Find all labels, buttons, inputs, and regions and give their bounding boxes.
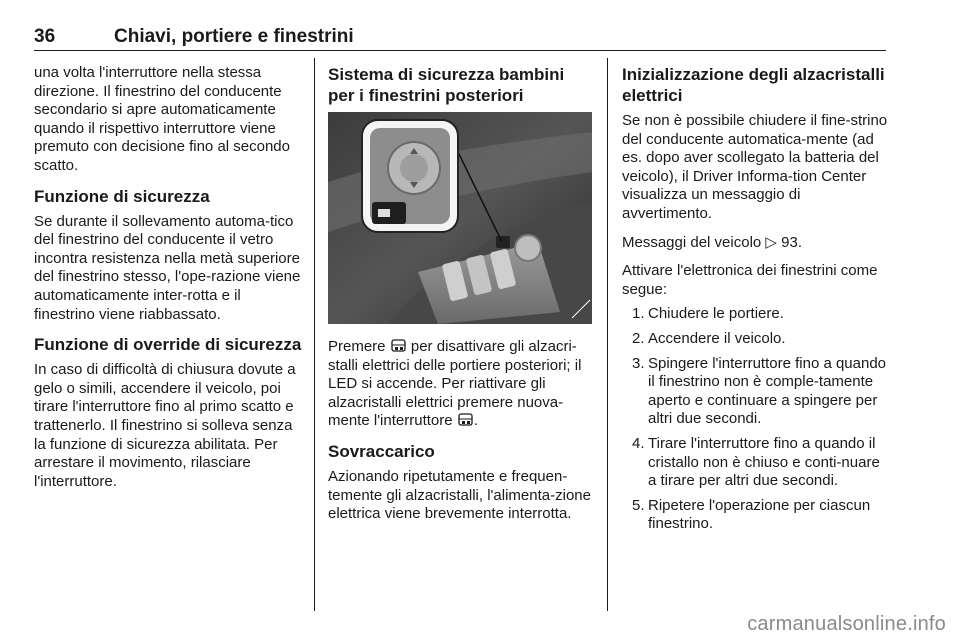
child-lock-window-icon-2 bbox=[458, 413, 473, 426]
column-3 bbox=[622, 64, 888, 540]
column-1 bbox=[34, 64, 302, 501]
chapter-title: Chiavi, portiere e finestrini bbox=[114, 26, 354, 47]
init-heading: Inizializzazione degli alzacristalli elettrici bbox=[622, 65, 885, 105]
intro-paragraph: una volta l'interruttore nella stessa direzione. Il finestrino del conducente secondario si apre automaticamente quando il rispettivo interruttore viene premuto con decisione fino al secondo scatto. bbox=[34, 64, 290, 174]
column-divider-1 bbox=[314, 58, 315, 611]
init-paragraph: Se non è possibile chiudere il fine-strino del conducente automatica-mente (ad es. dopo aver scollegato la batteria del veicolo), il Driver Informa-tion Center visualizza un messaggio di avvertimento. bbox=[622, 112, 888, 222]
messages-text: Messaggi del veicolo bbox=[622, 233, 762, 251]
step-number: 3. bbox=[632, 354, 645, 372]
page-reference-arrow-icon: ▷ bbox=[765, 233, 777, 251]
list-item bbox=[622, 330, 888, 349]
door-switch-photo bbox=[328, 112, 592, 324]
list-item bbox=[622, 497, 888, 534]
list-item bbox=[622, 435, 888, 491]
step-text: Tirare l'interruttore fino a quando il cristallo non è chiuso e conti-nuare a tirare per altri due secondi. bbox=[648, 434, 880, 490]
messages-reference bbox=[622, 234, 888, 253]
page-number: 36 bbox=[34, 26, 56, 47]
column-divider-2 bbox=[607, 58, 608, 611]
child-lock-text-before: Premere bbox=[328, 338, 386, 355]
step-text: Spingere l'interruttore fino a quando il finestrino non è comple-tamente aperto e continuare a spingere per altri due secondi. bbox=[648, 354, 887, 428]
child-lock-text-mid: per disattivare gli alzacri-stalli elettrici delle portiere posteriori; il LED si accende. Per riattivare gli alzacristalli elettrici premere nuova-mente l'interruttore bbox=[328, 338, 582, 430]
override-paragraph: In caso di difficoltà di chiusura dovute a gelo o simili, accendere il veicolo, poi tirare l'interruttore fino al primo scatto e trattenerlo. Il finestrino si solleva senza la funzione di sicurezza abilitata. Per arrestare il movimento, rilasciare l'interruttore. bbox=[34, 361, 296, 490]
step-text: Chiudere le portiere. bbox=[648, 305, 784, 323]
list-item bbox=[622, 355, 888, 429]
step-text: Ripetere l'operazione per ciascun finestrino. bbox=[648, 496, 871, 533]
step-number: 1. bbox=[632, 305, 645, 323]
overload-heading: Sovraccarico bbox=[328, 441, 435, 461]
activate-paragraph: Attivare l'elettronica dei finestrini come segue: bbox=[622, 262, 878, 298]
step-text: Accendere il veicolo. bbox=[648, 329, 786, 347]
messages-page-ref[interactable]: 93. bbox=[781, 233, 802, 251]
child-lock-window-icon bbox=[391, 339, 406, 352]
list-item bbox=[622, 305, 888, 324]
overload-paragraph: Azionando ripetutamente e frequen-temente gli alzacristalli, l'alimenta-zione elettrica viene brevemente interrotta. bbox=[328, 467, 591, 523]
step-number: 2. bbox=[632, 329, 645, 347]
step-number: 4. bbox=[632, 434, 645, 452]
override-heading: Funzione di override di sicurezza bbox=[34, 335, 302, 355]
child-lock-text-end: . bbox=[473, 412, 478, 430]
safety-heading: Funzione di sicurezza bbox=[34, 186, 210, 206]
column-2 bbox=[328, 64, 592, 534]
child-lock-heading: Sistema di sicurezza bambini per i finestrini posteriori bbox=[328, 65, 565, 105]
step-number: 5. bbox=[632, 496, 645, 514]
steps-list bbox=[622, 305, 888, 534]
child-lock-paragraph bbox=[328, 338, 592, 431]
page-header bbox=[34, 26, 886, 51]
safety-paragraph: Se durante il sollevamento automa-tico del finestrino del conducente il vetro incontra resistenza nella metà superiore del finestrino stesso, l'ope-razione viene automaticamente inter-rotta e il finestrino viene riabbassato. bbox=[34, 212, 301, 323]
watermark: carmanualsonline.info bbox=[747, 613, 946, 635]
